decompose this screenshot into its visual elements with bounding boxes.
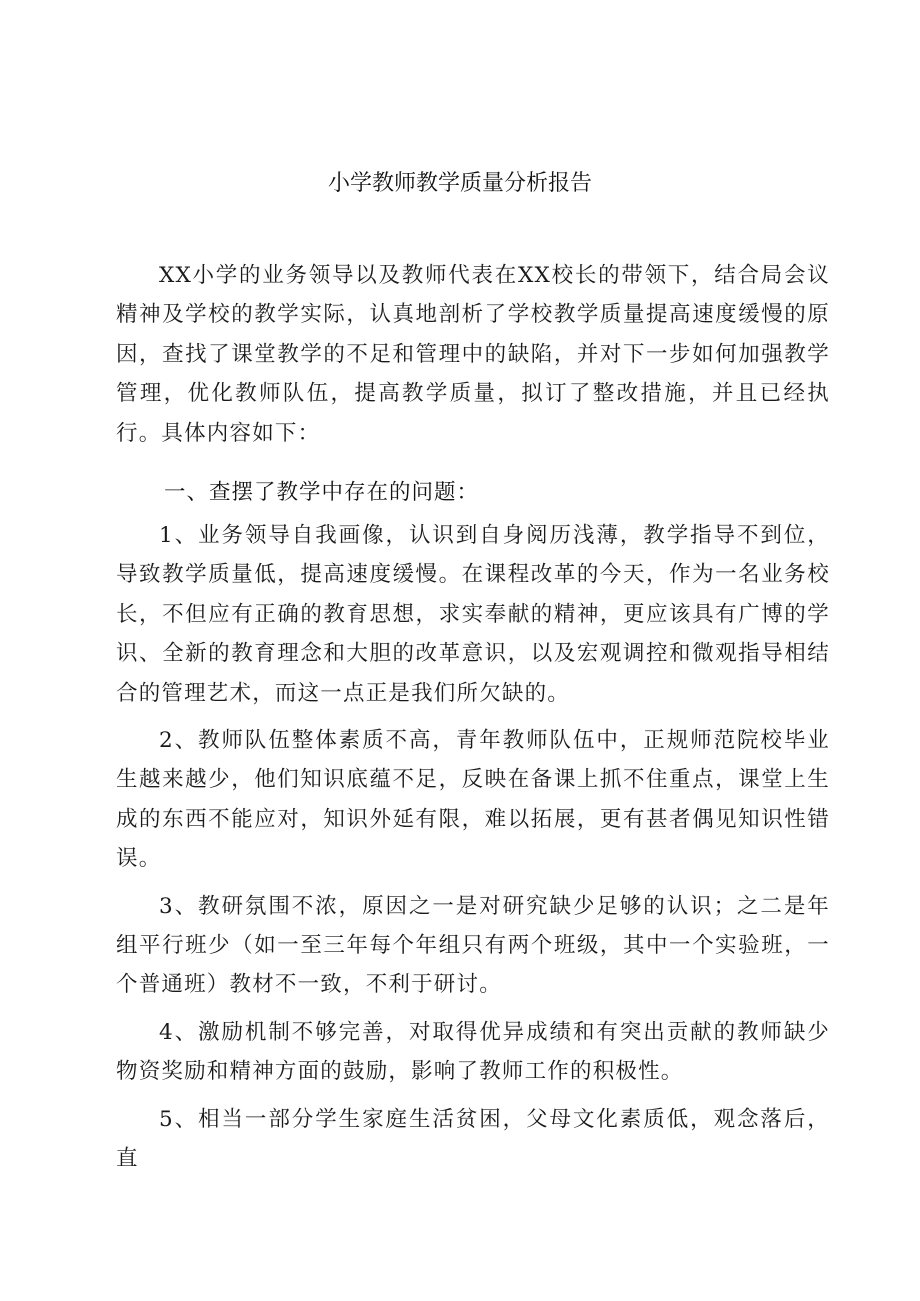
intro-paragraph: XX小学的业务领导以及教师代表在XX校长的带领下，结合局会议精神及学校的教学实际，认真地剖析了学校教学质量提高速度缓慢的原因，查找了课堂教学的不足和管理中的缺陷，并对下一步如何加强教学管理，优化教师队伍，提高教学质量，拟订了整改措施，并且已经执行。具体内容如下： (116, 263, 830, 446)
document-title: 小学教师教学质量分析报告 (327, 171, 592, 196)
intro-paragraph-block (116, 256, 830, 453)
problem-item-2: 2、教师队伍整体素质不高，青年教师队伍中，正规师范院校毕业生越来越少，他们知识底蕴不足，反映在备课上抓不住重点，课堂上生成的东西不能应对，知识外延有限，难以拓展，更有甚者偶见知识性错误。 (116, 728, 830, 872)
problem-item-1: 1、业务领导自我画像，认识到自身阅历浅薄，教学指导不到位，导致教学质量低，提高速度缓慢。在课程改革的今天，作为一名业务校长，不但应有正确的教育思想，求实奉献的精神，更应该具有广博的学识、全新的教育理念和大胆的改革意识，以及宏观调控和微观指导相结合的管理艺术，而这一点正是我们所欠缺的。 (116, 523, 830, 706)
problem-item-3: 3、教研氛围不浓，原因之一是对研究缺少足够的认识；之二是年组平行班少（如一至三年每个年组只有两个班级，其中一个实验班，一个普通班）教材不一致，不利于研讨。 (116, 893, 830, 998)
section-heading-1: 一、查摆了教学中存在的问题： (164, 480, 480, 505)
problem-list (116, 516, 830, 1187)
problem-item-5: 5、相当一部分学生家庭生活贫困，父母文化素质低，观念落后，直 (116, 1106, 830, 1172)
problem-item-4: 4、激励机制不够完善，对取得优异成绩和有突出贡献的教师缺少物资奖励和精神方面的鼓励，影响了教师工作的积极性。 (116, 1019, 830, 1085)
